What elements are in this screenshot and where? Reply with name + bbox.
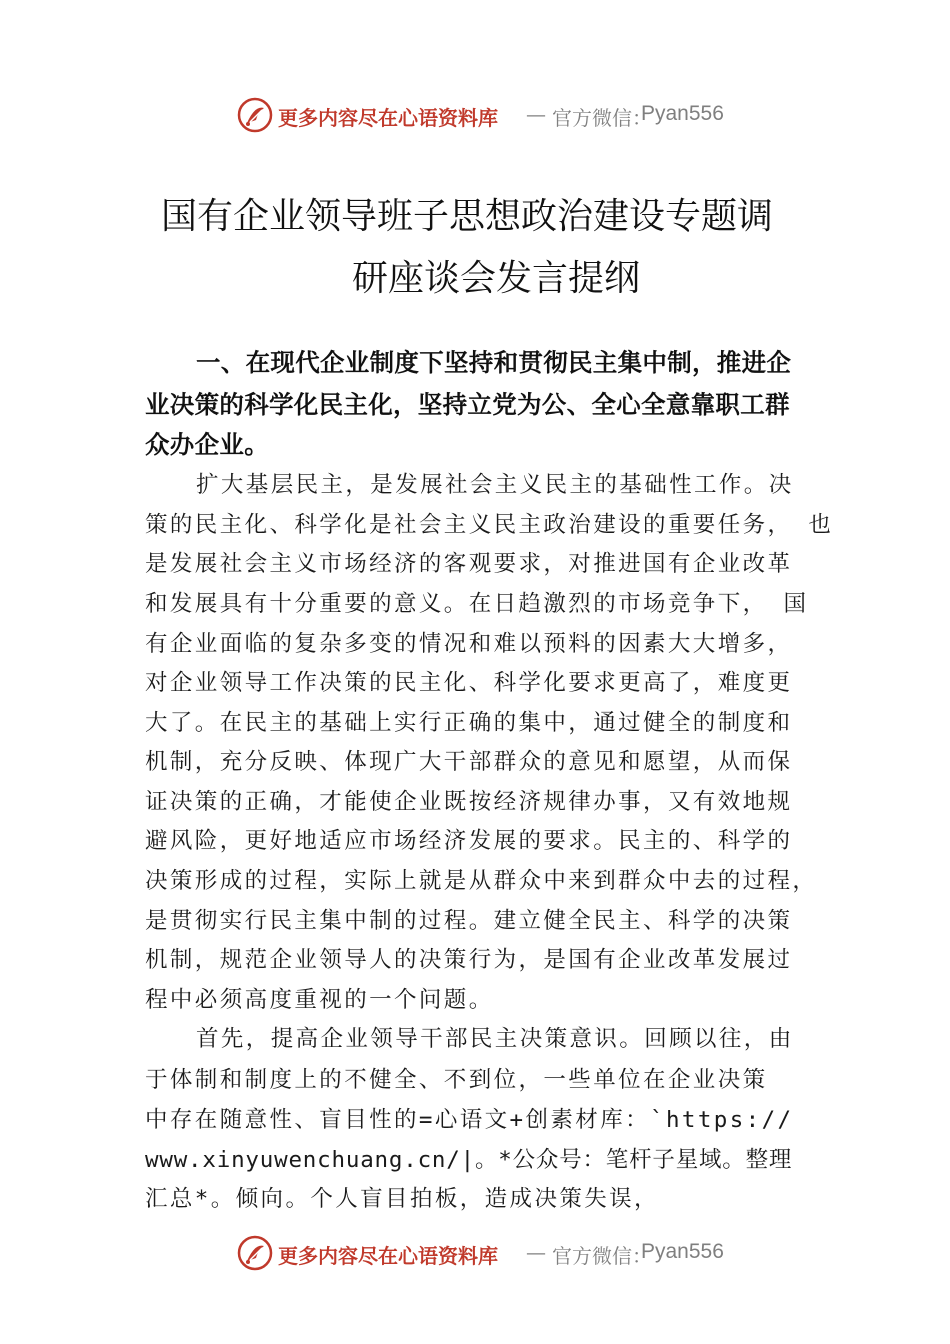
header-banner-dash: — xyxy=(526,102,546,126)
paragraph-line: 机制，充分反映、体现广大干部群众的意见和愿望，从而保 xyxy=(145,749,793,775)
paragraph-line: 机制，规范企业领导人的决策行为，是国有企业改革发展过 xyxy=(145,947,793,973)
paragraph-line: 对企业领导工作决策的民主化、科学化要求更高了，难度更 xyxy=(145,670,793,696)
paragraph-line: 中存在随意性、盲目性的=心语文+创素材库：`https:// xyxy=(145,1107,794,1133)
paragraph-line: 策的民主化、科学化是社会主义民主政治建设的重要任务， 也 xyxy=(145,512,834,538)
document-title-line-1: 国有企业领导班子思想政治建设专题调 xyxy=(161,196,774,237)
footer-banner-account: Pyan556 xyxy=(641,1240,724,1263)
footer-banner-label: 官方微信： xyxy=(552,1244,652,1268)
paragraph-line: 程中必须高度重视的一个问题。 xyxy=(145,987,494,1013)
paragraph-line: 首先，提高企业领导干部民主决策意识。回顾以往，由 xyxy=(196,1026,794,1052)
header-banner-label: 官方微信： xyxy=(552,106,652,130)
brand-logo-icon xyxy=(236,96,274,134)
paragraph-line: www.xinyuwenchuang.cn/|。*公众号：笔杆子星域。整理 xyxy=(145,1147,793,1173)
paragraph-line: 是发展社会主义市场经济的客观要求，对推进国有企业改革 xyxy=(145,551,793,577)
header-banner xyxy=(0,94,950,138)
brand-logo-icon xyxy=(236,1234,274,1272)
header-banner-account: Pyan556 xyxy=(641,102,724,125)
paragraph-line: 避风险，更好地适应市场经济发展的要求。民主的、科学的 xyxy=(145,828,793,854)
paragraph-line: 决策形成的过程，实际上就是从群众中来到群众中去的过程， xyxy=(145,868,818,894)
paragraph-line: 扩大基层民主，是发展社会主义民主的基础性工作。决 xyxy=(196,472,794,498)
paragraph-line: 证决策的正确，才能使企业既按经济规律办事，又有效地规 xyxy=(145,789,793,815)
paragraph-line: 大了。在民主的基础上实行正确的集中，通过健全的制度和 xyxy=(145,710,793,736)
footer-banner-dash: — xyxy=(526,1240,546,1264)
paragraph-line: 汇总*。倾向。个人盲目拍板，造成决策失误， xyxy=(145,1186,659,1212)
header-banner-text: 更多内容尽在心语资料库 xyxy=(278,106,498,130)
heading-line: 业决策的科学化民主化，坚持立党为公、全心全意靠职工群 xyxy=(145,390,790,419)
paragraph-line: 和发展具有十分重要的意义。在日趋激烈的市场竞争下， 国 xyxy=(145,591,809,617)
paragraph-line: 于体制和制度上的不健全、不到位，一些单位在企业决策 xyxy=(145,1067,768,1093)
heading-line: 众办企业。 xyxy=(145,430,269,459)
footer-banner-text: 更多内容尽在心语资料库 xyxy=(278,1244,498,1268)
document-title-line-2: 研座谈会发言提纲 xyxy=(352,258,641,299)
paragraph-line: 有企业面临的复杂多变的情况和难以预料的因素大大增多， xyxy=(145,631,793,657)
footer-banner xyxy=(0,1232,950,1276)
heading-line: 一、在现代企业制度下坚持和贯彻民主集中制，推进企 xyxy=(196,348,792,377)
paragraph-line: 是贯彻实行民主集中制的过程。建立健全民主、科学的决策 xyxy=(145,908,793,934)
